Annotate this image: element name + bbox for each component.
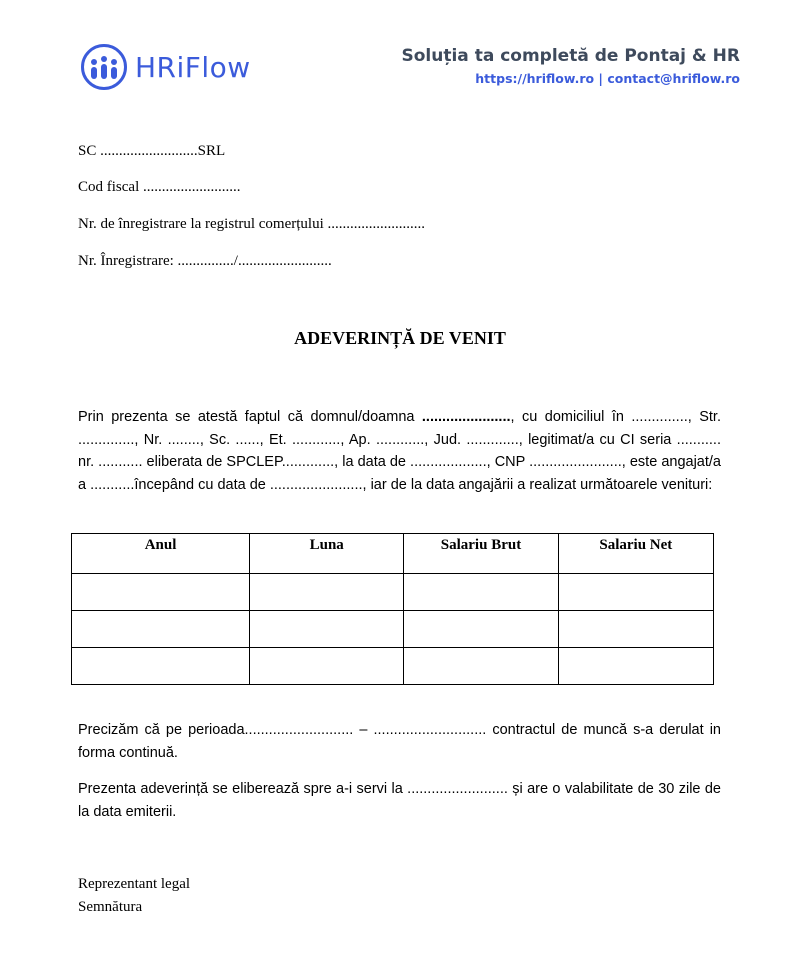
employee-name-blank: ...................... xyxy=(421,409,511,425)
table-cell xyxy=(250,611,404,648)
table-cell xyxy=(250,648,404,685)
signature-label: Semnătura xyxy=(78,899,143,915)
people-group-icon xyxy=(80,43,128,91)
table-cell xyxy=(558,574,713,611)
brand-name: HRiFlow xyxy=(135,50,251,84)
table-header-row xyxy=(72,534,714,574)
col-header-gross-salary: Salariu Brut xyxy=(404,534,558,574)
header-tagline xyxy=(402,46,741,86)
table-cell xyxy=(558,611,713,648)
contact-links[interactable]: https://hriflow.ro | contact@hriflow.ro xyxy=(475,71,740,86)
document-title: ADEVERINȚĂ DE VENIT xyxy=(294,328,506,348)
income-table xyxy=(71,533,714,685)
validity-paragraph: Prezenta adeverință se eliberează spre a-i servi la ......................... și are o valabilitate de 30 zile de la data emiterii. xyxy=(78,781,721,820)
table-cell xyxy=(250,574,404,611)
employment-period-paragraph: Precizăm că pe perioada........................... – ............................ contractul de muncă s-a derulat in forma continuă. xyxy=(78,722,721,761)
legal-representative-label: Reprezentant legal xyxy=(78,876,191,892)
brand-logo xyxy=(80,43,251,91)
table-cell xyxy=(558,648,713,685)
attestation-details: , cu domiciliul în .............., Str. .............., Nr. ........, Sc. ......, Et. ............, Ap. ............, Jud. ............., legitimat/a cu CI seria ........... nr. ........... eliberata de SPCLEP............., la data de ..................., CNP ......................., este angajat/a a ...........începând cu data de ......................., iar de la data angajării a realizat următoarele venituri: xyxy=(78,409,721,493)
col-header-year: Anul xyxy=(72,534,250,574)
attestation-intro: Prin prezenta se atestă faptul că domnul/doamna xyxy=(78,409,422,425)
table-cell xyxy=(72,611,250,648)
document-header xyxy=(0,0,800,110)
trade-register-field: Nr. de înregistrare la registrul comerțului .......................... xyxy=(78,216,425,232)
table-row xyxy=(72,574,714,611)
slogan: Soluția ta completă de Pontaj & HR xyxy=(401,46,740,66)
fiscal-code-field: Cod fiscal .......................... xyxy=(78,179,241,195)
table-cell xyxy=(404,574,558,611)
table-cell xyxy=(404,648,558,685)
registration-number-field: Nr. Înregistrare: .............../......................... xyxy=(78,253,332,269)
table-cell xyxy=(72,648,250,685)
table-row xyxy=(72,611,714,648)
attestation-paragraph xyxy=(78,406,721,496)
col-header-net-salary: Salariu Net xyxy=(558,534,713,574)
table-cell xyxy=(72,574,250,611)
table-row xyxy=(72,648,714,685)
col-header-month: Luna xyxy=(250,534,404,574)
company-sc-field: SC ..........................SRL xyxy=(78,143,226,159)
table-cell xyxy=(404,611,558,648)
